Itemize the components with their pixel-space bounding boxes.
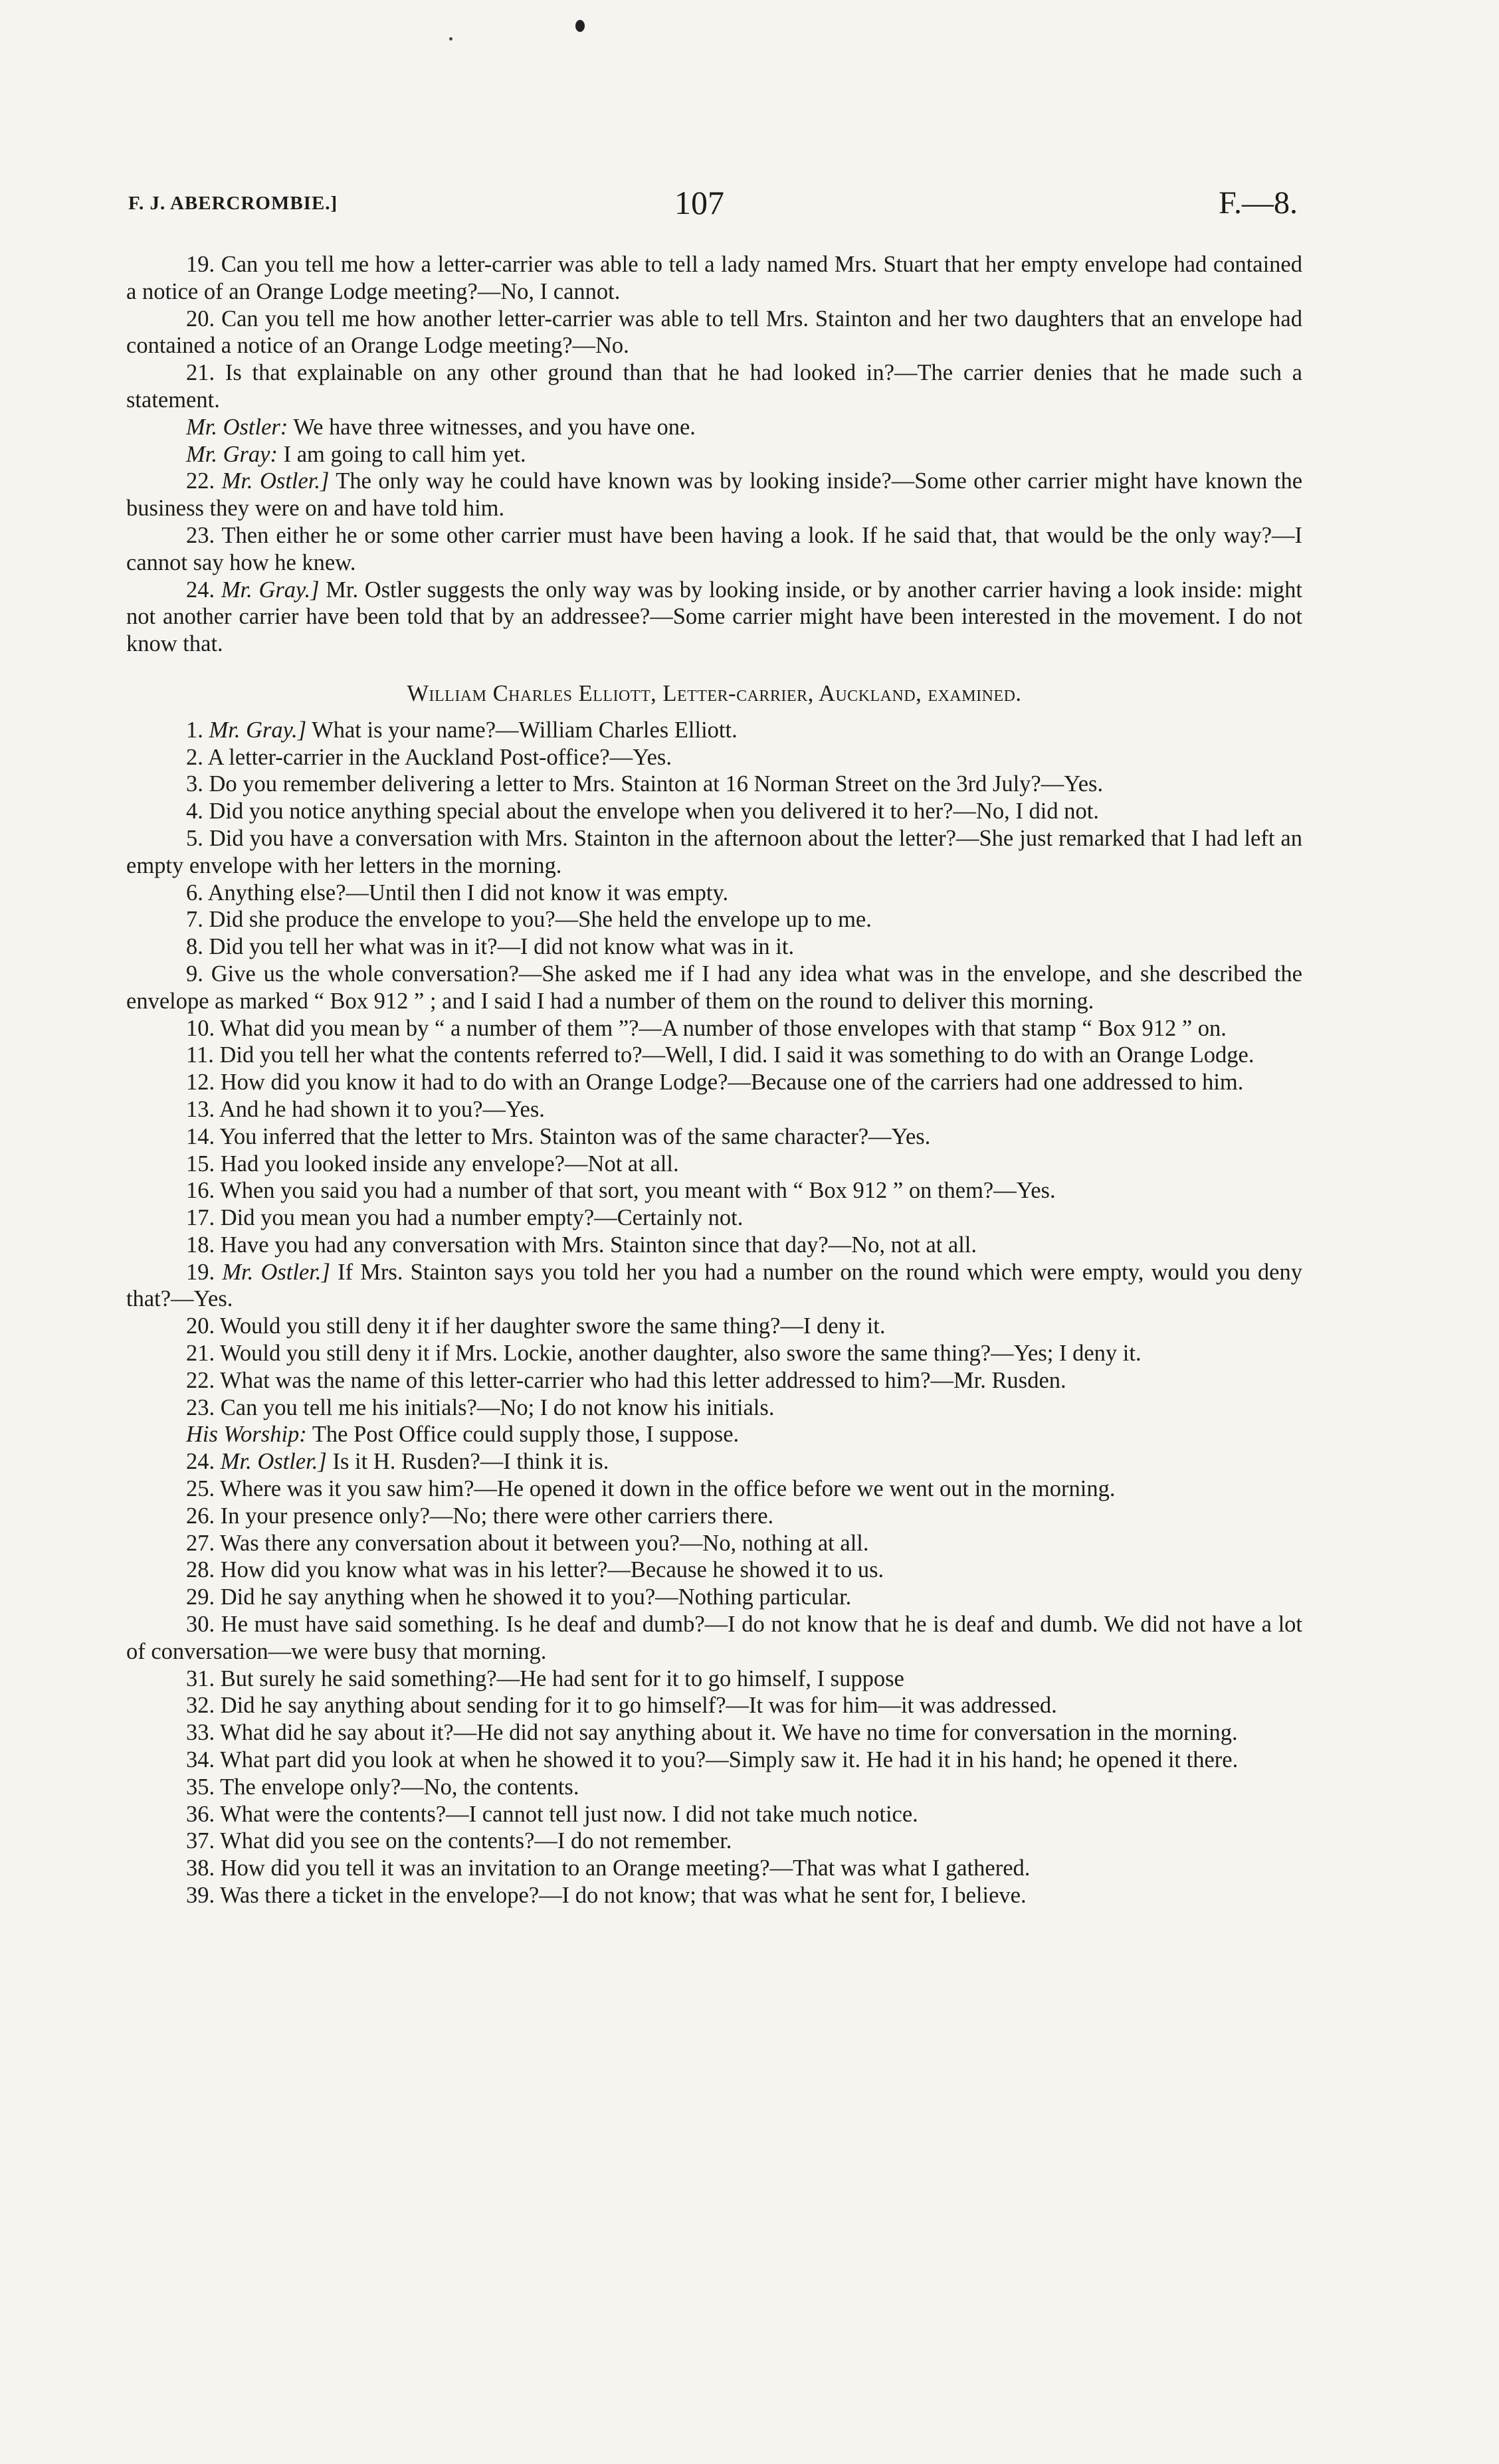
document-body [126,251,1302,1909]
testimony-text: Is it H. Rusden?—I think it is. [326,1449,609,1475]
testimony-text: 22. What was the name of this letter-carrier who had this letter addressed to him?—Mr. Rusden. [186,1367,1066,1393]
testimony-text: 14. You inferred that the letter to Mrs. Stainton was of the same character?—Yes. [186,1123,931,1149]
testimony-text: 33. What did he say about it?—He did not say anything about it. We have no time for conversation in the morning. [186,1720,1238,1746]
testimony-paragraph [126,1232,1302,1259]
testimony-paragraph [126,1313,1302,1340]
testimony-paragraph [126,798,1302,825]
testimony-text: 18. Have you had any conversation with Mrs. Stainton since that day?—No, not at all. [186,1232,977,1258]
question-number: 1. [186,717,209,743]
testimony-text: 34. What part did you look at when he showed it to you?—Simply saw it. He had it in his hand; he opened it there. [186,1747,1239,1773]
testimony-paragraph [126,1421,1302,1448]
testimony-text: 16. When you said you had a number of that sort, you meant with “ Box 912 ” on them?—Yes. [186,1178,1056,1204]
testimony-paragraph [126,306,1302,360]
testimony-text: 11. Did you tell her what the contents referred to?—Well, I did. I said it was something to do with an Orange Lodge. [186,1042,1254,1068]
testimony-paragraph [126,251,1302,306]
testimony-paragraph [126,1584,1302,1611]
paper-reference: F.—8. [1219,185,1298,221]
testimony-paragraph [126,1665,1302,1693]
testimony-text: 9. Give us the whole conversation?—She asked me if I had any idea what was in the envelope, and she described the envelope as marked “ Box 912 ” ; and I said I had a number of them on the round to deliver this morning. [126,961,1302,1014]
testimony-paragraph [126,1204,1302,1232]
testimony-paragraph [126,577,1302,658]
testimony-paragraph [126,933,1302,961]
testimony-paragraph [126,359,1302,414]
testimony-text: 32. Did he say anything about sending for it to go himself?—It was for him—it was addressed. [186,1693,1057,1719]
testimony-paragraph [126,1367,1302,1394]
testimony-paragraph [126,1530,1302,1557]
testimony-paragraph [126,441,1302,468]
previous-examination [126,251,1302,658]
testimony-paragraph [126,1177,1302,1204]
testimony-paragraph [126,1801,1302,1828]
speaker-label: Mr. Gray: [186,441,278,467]
page-number: 107 [674,184,724,221]
testimony-text: 5. Did you have a conversation with Mrs. Stainton in the afternoon about the letter?—She just remarked that I had left an empty envelope with her letters in the morning. [126,825,1302,878]
testimony-paragraph [126,1503,1302,1530]
testimony-text: If Mrs. Stainton says you told her you had a number on the round which were empty, would you deny that?—Yes. [126,1259,1302,1312]
testimony-paragraph [126,1475,1302,1503]
question-number: 24. [186,1449,221,1475]
testimony-paragraph [126,1394,1302,1422]
question-number: 19. [186,1259,223,1285]
testimony-paragraph [126,1096,1302,1123]
testimony-text: 20. Can you tell me how another letter-carrier was able to tell Mrs. Stainton and her two daughters that an envelope had contained a notice of an Orange Lodge meeting?—No. [126,306,1302,359]
question-number: 24. [186,577,221,603]
section-heading: William Charles Elliott, Letter-carrier, Auckland, examined. [407,680,1022,706]
page-header [128,184,1298,227]
testimony-paragraph [126,1747,1302,1774]
speaker-label: Mr. Ostler: [186,414,288,440]
testimony-text: 39. Was there a ticket in the envelope?—I do not know; that was what he sent for, I believe. [186,1883,1027,1909]
testimony-text: The only way he could have known was by looking inside?—Some other carrier might have known the business they were on and have told him. [126,468,1303,521]
testimony-paragraph [126,825,1302,880]
testimony-paragraph [126,1719,1302,1747]
testimony-paragraph [126,1259,1302,1313]
testimony-text: 17. Did you mean you had a number empty?—Certainly not. [186,1205,744,1231]
ink-speck [449,37,452,41]
testimony-text: 12. How did you know it had to do with an Orange Lodge?—Because one of the carriers had one addressed to him. [186,1070,1244,1095]
testimony-paragraph [126,1855,1302,1882]
speaker-label: Mr. Gray.] [209,717,307,743]
testimony-text: 30. He must have said something. Is he deaf and dumb?—I do not know that he is deaf and dumb. We did not have a lot of conversation—we were busy that morning. [126,1612,1302,1664]
testimony-text: 6. Anything else?—Until then I did not know it was empty. [186,880,729,905]
ink-blot [575,20,585,32]
elliott-examination [126,717,1302,1909]
testimony-paragraph [126,1774,1302,1801]
testimony-paragraph [126,1151,1302,1178]
testimony-text: 4. Did you notice anything special about the envelope when you delivered it to her?—No, I did not. [186,799,1099,824]
testimony-text: 29. Did he say anything when he showed it to you?—Nothing particular. [186,1584,852,1610]
testimony-paragraph [126,1069,1302,1096]
testimony-text: 26. In your presence only?—No; there were other carriers there. [186,1503,774,1529]
testimony-text: 3. Do you remember delivering a letter to Mrs. Stainton at 16 Norman Street on the 3rd July?—Yes. [186,771,1104,797]
testimony-paragraph [126,1692,1302,1719]
testimony-text: 20. Would you still deny it if her daughter swore the same thing?—I deny it. [186,1313,886,1339]
testimony-text: 31. But surely he said something?—He had sent for it to go himself, I suppose [186,1665,904,1691]
testimony-paragraph [126,717,1302,744]
testimony-text: The Post Office could supply those, I suppose. [306,1422,740,1448]
testimony-paragraph [126,744,1302,771]
testimony-text: 7. Did she produce the envelope to you?—She held the envelope up to me. [186,907,872,933]
testimony-paragraph [126,906,1302,933]
testimony-text: 15. Had you looked inside any envelope?—Not at all. [186,1151,679,1177]
testimony-text: 35. The envelope only?—No, the contents. [186,1774,579,1800]
testimony-text: 13. And he had shown it to you?—Yes. [186,1096,545,1122]
testimony-paragraph [126,522,1302,577]
testimony-paragraph [126,1340,1302,1367]
testimony-text: 23. Then either he or some other carrier must have been having a look. If he said that, that would be the only way?—I cannot say how he knew. [126,522,1302,575]
testimony-text: 23. Can you tell me his initials?—No; I do not know his initials. [186,1394,775,1420]
testimony-paragraph [126,414,1302,441]
testimony-paragraph [126,1448,1302,1475]
testimony-paragraph [126,468,1302,522]
testimony-text: 28. How did you know what was in his letter?—Because he showed it to us. [186,1557,884,1583]
testimony-text: What is your name?—William Charles Elliott. [306,717,738,743]
testimony-paragraph [126,961,1302,1015]
speaker-label: Mr. Ostler.] [220,1449,327,1475]
speaker-label: Mr. Ostler.] [222,1259,330,1285]
speaker-label: Mr. Ostler.] [221,468,330,494]
testimony-paragraph [126,771,1302,798]
testimony-text: Mr. Ostler suggests the only way was by looking inside, or by another carrier having a look inside: might not another carrier have been told that by an addressee?—Some carrier might have been interested in the movement. I do not know that. [126,577,1302,657]
testimony-text: 27. Was there any conversation about it between you?—No, nothing at all. [186,1530,869,1556]
speaker-label: Mr. Gray.] [221,577,320,603]
testimony-text: 10. What did you mean by “ a number of them ”?—A number of those envelopes with that stamp “ Box 912 ” on. [186,1015,1227,1041]
testimony-text: 38. How did you tell it was an invitation to an Orange meeting?—That was what I gathered. [186,1855,1031,1881]
testimony-paragraph [126,1611,1302,1665]
testimony-text: 25. Where was it you saw him?—He opened it down in the office before we went out in the morning. [186,1476,1116,1502]
testimony-paragraph [126,1042,1302,1069]
testimony-paragraph [126,1557,1302,1584]
testimony-paragraph [126,1882,1302,1909]
testimony-paragraph [126,1015,1302,1042]
testimony-text: 36. What were the contents?—I cannot tell just now. I did not take much notice. [186,1801,918,1827]
testimony-text: 2. A letter-carrier in the Auckland Post-office?—Yes. [186,744,672,770]
testimony-paragraph [126,1123,1302,1151]
testimony-text: I am going to call him yet. [277,441,526,467]
testimony-text: 37. What did you see on the contents?—I do not remember. [186,1828,732,1854]
testimony-text: We have three witnesses, and you have one. [288,414,696,440]
testimony-text: 21. Would you still deny it if Mrs. Lockie, another daughter, also swore the same thing?—Yes; I deny it. [186,1341,1142,1367]
header-witness: F. J. ABERCROMBIE.] [128,193,338,214]
testimony-text: 8. Did you tell her what was in it?—I did not know what was in it. [186,934,795,960]
speaker-label: His Worship: [186,1422,307,1448]
testimony-paragraph [126,1828,1302,1855]
testimony-paragraph [126,880,1302,907]
testimony-text: 21. Is that explainable on any other ground than that he had looked in?—The carrier denies that he made such a statement. [126,360,1302,413]
question-number: 22. [186,468,222,494]
testimony-text: 19. Can you tell me how a letter-carrier was able to tell a lady named Mrs. Stuart that her empty envelope had contained a notice of an Orange Lodge meeting?—No, I cannot. [126,252,1302,304]
